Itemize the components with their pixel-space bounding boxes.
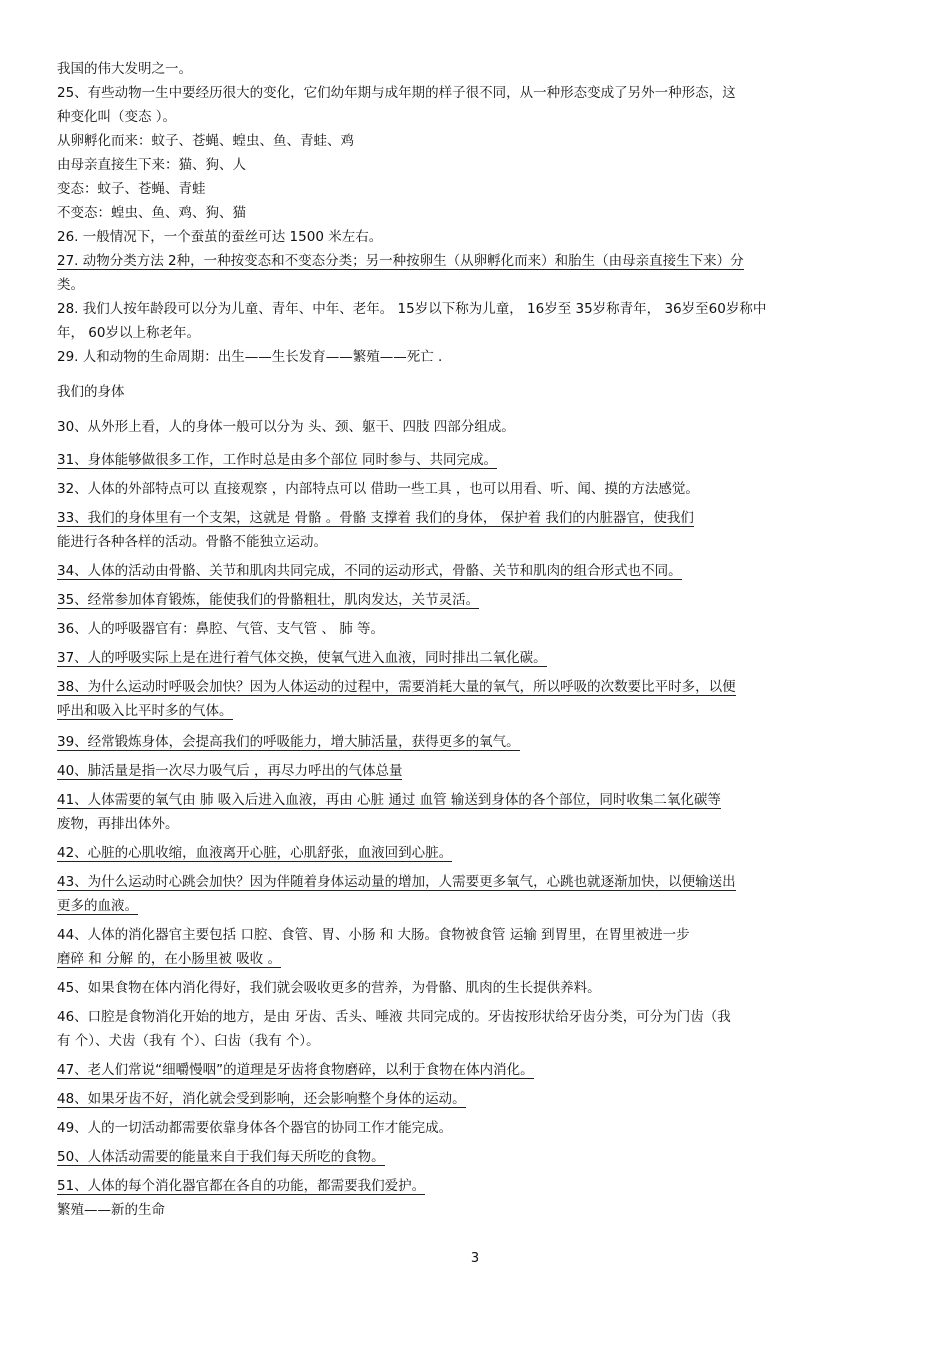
text-line: 年， 60岁以上称老年。 xyxy=(57,325,200,341)
text-line: 49、人的一切活动都需要依靠身体各个器官的协同工作才能完成。 xyxy=(57,1120,453,1136)
text-line: 41、人体需要的氧气由 肺 吸入后进入血液，再由 心脏 通过 血管 输送到身体的各个部位，同时收集二氧化碳等 xyxy=(57,792,721,808)
text-line: 不变态：蝗虫、鱼、鸡、狗、猫 xyxy=(57,205,246,221)
document-body xyxy=(57,60,892,1220)
text-line: 磨碎 和 分解 的，在小肠里被 吸收 。 xyxy=(57,951,281,967)
text-line: 28. 我们人按年龄段可以分为儿童、青年、中年、老年。 15岁以下称为儿童， 16岁至 35岁称青年， 36岁至60岁称中 xyxy=(57,301,767,317)
text-line: 更多的血液。 xyxy=(57,898,138,914)
text-line: 32、人体的外部特点可以 直接观察 ，内部特点可以 借助一些工具 ，也可以用看、听、闻、摸的方法感觉。 xyxy=(57,481,699,497)
text-line: 29. 人和动物的生命周期：出生——生长发育——繁殖——死亡 . xyxy=(57,349,443,365)
text-line: 35、经常参加体育锻炼，能使我们的骨骼粗壮，肌肉发达，关节灵活。 xyxy=(57,592,480,608)
text-line: 26. 一般情况下，一个蚕茧的蚕丝可达 1500 米左右。 xyxy=(57,229,383,245)
text-line: 类。 xyxy=(57,277,84,293)
text-line: 47、老人们常说“细嚼慢咽”的道理是牙齿将食物磨碎，以利于食物在体内消化。 xyxy=(57,1062,534,1078)
text-line: 从卵孵化而来：蚊子、苍蝇、蝗虫、鱼、青蛙、鸡 xyxy=(57,133,354,149)
text-line: 由母亲直接生下来：猫、狗、人 xyxy=(57,157,246,173)
text-line: 能进行各种各样的活动。骨骼不能独立运动。 xyxy=(57,534,327,550)
text-line: 36、人的呼吸器官有：鼻腔、气管、支气管 、 肺 等。 xyxy=(57,621,385,637)
text-line: 39、经常锻炼身体，会提高我们的呼吸能力，增大肺活量，获得更多的氧气。 xyxy=(57,734,520,750)
text-line: 25、有些动物一生中要经历很大的变化，它们幼年期与成年期的样子很不同，从一种形态变成了另外一种形态，这 xyxy=(57,85,736,101)
text-line: 34、人体的活动由骨骼、关节和肌肉共同完成，不同的运动形式，骨骼、关节和肌肉的组合形式也不同。 xyxy=(57,563,682,579)
text-line: 废物，再排出体外。 xyxy=(57,816,179,832)
text-line: 种变化叫（变态 ）。 xyxy=(57,109,177,125)
text-line: 40、肺活量是指一次尽力吸气后 ，再尽力呼出的气体总量 xyxy=(57,763,403,779)
text-line: 37、人的呼吸实际上是在进行着气体交换，使氧气进入血液，同时排出二氧化碳。 xyxy=(57,650,547,666)
text-line: 48、如果牙齿不好，消化就会受到影响，还会影响整个身体的运动。 xyxy=(57,1091,466,1107)
page-number: 3 xyxy=(470,1251,480,1266)
section-heading: 我们的身体 xyxy=(57,384,125,400)
section-heading: 繁殖——新的生命 xyxy=(57,1202,165,1218)
text-line: 我国的伟大发明之一。 xyxy=(57,61,192,77)
text-line: 46、口腔是食物消化开始的地方，是由 牙齿、舌头、唾液 共同完成的。牙齿按形状给牙齿分类，可分为门齿（我 xyxy=(57,1009,731,1025)
text-line: 变态：蚊子、苍蝇、青蛙 xyxy=(57,181,206,197)
text-line: 51、人体的每个消化器官都在各自的功能，都需要我们爱护。 xyxy=(57,1178,426,1194)
text-line: 31、身体能够做很多工作，工作时总是由多个部位 同时参与、共同完成。 xyxy=(57,452,497,468)
text-line: 45、如果食物在体内消化得好，我们就会吸收更多的营养，为骨骼、肌肉的生长提供养料。 xyxy=(57,980,601,996)
text-line: 38、为什么运动时呼吸会加快？因为人体运动的过程中，需要消耗大量的氧气，所以呼吸的次数要比平时多，以便 xyxy=(57,679,736,695)
text-line: 有 个）、犬齿（我有 个）、臼齿（我有 个）。 xyxy=(57,1033,320,1049)
text-line: 30、从外形上看，人的身体一般可以分为 头、颈、躯干、四肢 四部分组成。 xyxy=(57,419,515,435)
text-line: 33、我们的身体里有一个支架，这就是 骨骼 。骨骼 支撑着 我们的身体， 保护着 我们的内脏器官，使我们 xyxy=(57,510,694,526)
text-line: 27. 动物分类方法 2种，一种按变态和不变态分类；另一种按卵生（从卵孵化而来）和胎生（由母亲直接生下来）分 xyxy=(57,253,744,269)
text-line: 43、为什么运动时心跳会加快？因为伴随着身体运动量的增加，人需要更多氧气，心跳也就逐渐加快，以便输送出 xyxy=(57,874,736,890)
text-line: 呼出和吸入比平时多的气体。 xyxy=(57,703,233,719)
text-line: 50、人体活动需要的能量来自于我们每天所吃的食物。 xyxy=(57,1149,385,1165)
text-line: 44、人体的消化器官主要包括 口腔、食管、胃、小肠 和 大肠。食物被食管 运输 到胃里，在胃里被进一步 xyxy=(57,927,690,943)
text-line: 42、心脏的心肌收缩，血液离开心脏，心肌舒张，血液回到心脏。 xyxy=(57,845,453,861)
